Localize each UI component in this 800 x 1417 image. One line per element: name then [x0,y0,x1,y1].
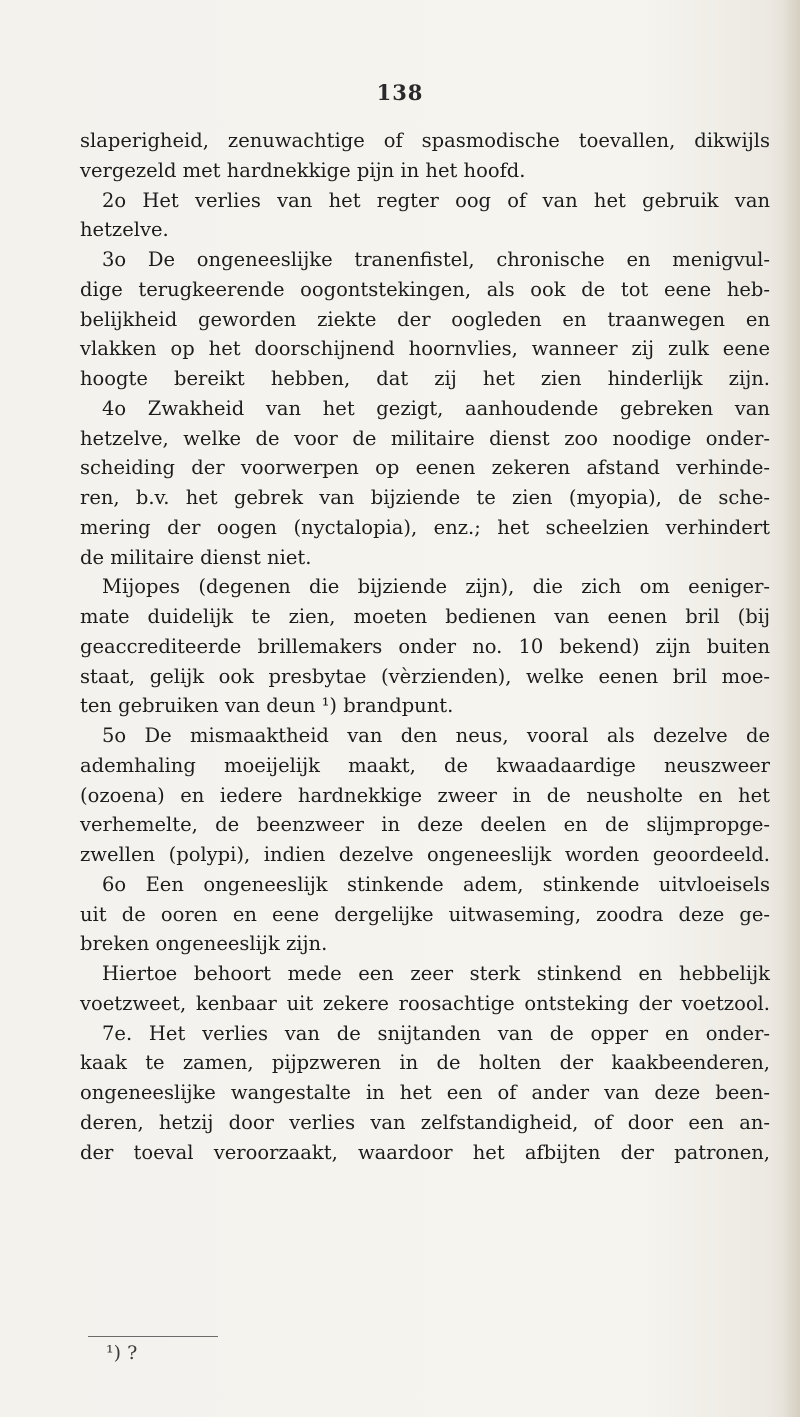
text-line: vlakken op het doorschijnend hoornvlies, wanneer zij zulk eene [80,337,770,361]
text-line: de militaire dienst niet. [80,545,312,569]
text-line: ademhaling moeijelijk maakt, de kwaadaardige neuszweer [80,753,770,777]
text-line: mate duidelijk te zien, moeten bedienen van eenen bril (bij [80,605,770,628]
footnote: ¹) ? [106,1342,138,1364]
text-line: belijkheid geworden ziekte der oogleden en traanwegen en [80,307,770,331]
text-line: breken ongeneeslijk zijn. [80,932,328,956]
text-line: Hiertoe behoort mede een zeer sterk stinkend en hebbelijk [102,962,770,985]
text-line: hetzelve, welke de voor de militaire dienst zoo noodige onder- [80,426,770,450]
text-line: 3o De ongeneeslijke tranenfistel, chronische en menigvul- [102,248,770,271]
body-text [80,126,770,1167]
text-line: staat, gelijk ook presbytae (vèrzienden), welke eenen bril moe- [80,664,770,688]
text-line: deren, hetzij door verlies van zelfstandigheid, of door een an- [80,1110,770,1134]
text-line: uit de ooren en eene dergelijke uitwaseming, zoodra deze ge- [80,902,770,926]
text-line: scheiding der voorwerpen op eenen zekeren afstand verhinde- [80,456,770,480]
text-line: slaperigheid, zenuwachtige of spasmodische toevallen, dikwijls [80,129,770,152]
text-line: 6o Een ongeneeslijk stinkende adem, stinkende uitvloeisels [102,872,770,896]
text-line: 5o De mismaaktheid van den neus, vooral als dezelve de [102,724,770,747]
text-line: mering der oogen (nyctalopia), enz.; het scheelzien verhindert [80,515,770,539]
text-line: hoogte bereikt hebben, dat zij het zien hinderlijk zijn. [80,367,770,390]
text-line: voetzweet, kenbaar uit zekere roosachtige ontsteking der voetzool. [80,991,770,1015]
text-line: zwellen (polypi), indien dezelve ongeneeslijk worden geoordeeld. [80,843,770,866]
text-line: ongeneeslijke wangestalte in het een of ander van deze been- [80,1081,770,1104]
text-line: hetzelve. [80,218,169,242]
text-line: vergezeld met hardnekkige pijn in het hoofd. [80,158,526,182]
text-line: ten gebruiken van deun ¹) brandpunt. [80,694,454,718]
text-line: der toeval veroorzaakt, waardoor het afbijten der patronen, [80,1140,770,1164]
page-number: 138 [376,80,424,105]
text-line: 4o Zwakheid van het gezigt, aanhoudende gebreken van [102,396,770,420]
text-line: kaak te zamen, pijpzweren in de holten der kaakbeenderen, [80,1051,770,1075]
text-line: dige terugkeerende oogontstekingen, als ook de tot eene heb- [80,277,770,301]
text-line: (ozoena) en iedere hardnekkige zweer in de neusholte en het [80,783,770,807]
text-line: Mijopes (degenen die bijziende zijn), die zich om eeniger- [102,575,770,599]
text-line: verhemelte, de beenzweer in deze deelen en de slijmpropge- [80,813,770,837]
text-line: ren, b.v. het gebrek van bijziende te zien (myopia), de sche- [80,486,770,509]
page-edge-shadow [782,0,800,1417]
text-line: geaccrediteerde brillemakers onder no. 10 bekend) zijn buiten [80,634,770,658]
text-line: 2o Het verlies van het regter oog of van het gebruik van [102,188,770,212]
text-line: 7e. Het verlies van de snijtanden van de opper en onder- [102,1021,770,1045]
footnote-rule [88,1336,218,1337]
